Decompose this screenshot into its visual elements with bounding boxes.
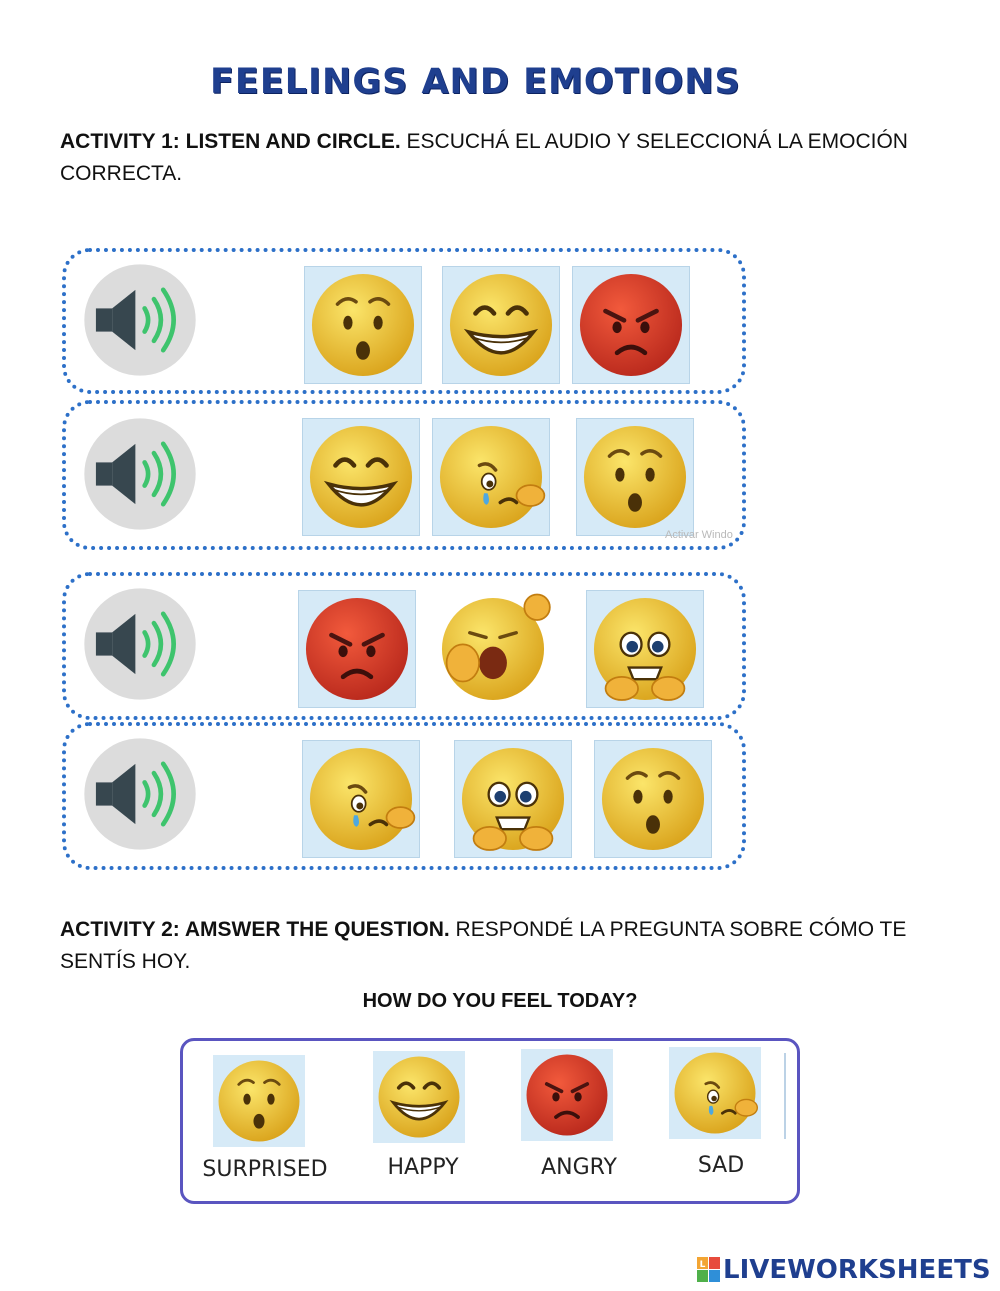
- activity1-text: ESCUCHÁ EL AUDIO Y SELECCIONÁ LA EMOCIÓN CORRECTA.: [60, 130, 908, 185]
- angry-face-icon: [573, 267, 689, 383]
- emoji-option-happy[interactable]: [302, 418, 420, 536]
- speaker-graphic: [82, 736, 198, 852]
- watermark-text: Activar Windo: [665, 529, 733, 541]
- sad-face-icon: [303, 741, 419, 857]
- emoji-option-tired[interactable]: [434, 590, 552, 708]
- emoji-option-scared[interactable]: [454, 740, 572, 858]
- worksheet-title: FEELINGS AND EMOTIONS: [210, 62, 741, 102]
- sad-face-icon: [669, 1047, 761, 1139]
- activity2-label: ACTIVITY 2: AMSWER THE QUESTION.: [60, 918, 450, 941]
- happy-face-icon: [373, 1051, 465, 1143]
- choice-label-angry[interactable]: ANGRY: [541, 1155, 617, 1180]
- speaker-icon[interactable]: [82, 416, 198, 532]
- listening-row-2: [62, 400, 746, 550]
- choice-divider: [784, 1053, 786, 1139]
- question-heading: HOW DO YOU FEEL TODAY?: [362, 990, 638, 1012]
- choice-image-sad[interactable]: [669, 1047, 761, 1139]
- sad-face-icon: [433, 419, 549, 535]
- activity2-instructions: [60, 914, 910, 978]
- emoji-option-angry[interactable]: [572, 266, 690, 384]
- activity1-label: ACTIVITY 1: LISTEN AND CIRCLE.: [60, 130, 401, 153]
- emoji-option-happy[interactable]: [442, 266, 560, 384]
- emoji-option-angry[interactable]: [298, 590, 416, 708]
- choice-label-surprised[interactable]: SURPRISED: [202, 1157, 328, 1182]
- listening-row-3: [62, 572, 746, 720]
- speaker-icon[interactable]: [82, 736, 198, 852]
- scared-face-icon: [587, 591, 703, 707]
- listening-row-4: [62, 722, 746, 870]
- happy-face-icon: [303, 419, 419, 535]
- choice-image-surprised[interactable]: [213, 1055, 305, 1147]
- emoji-option-sad[interactable]: [302, 740, 420, 858]
- surprised-face-icon: [595, 741, 711, 857]
- choice-image-happy[interactable]: [373, 1051, 465, 1143]
- logo-letter-1: L: [699, 1260, 706, 1270]
- surprised-face-icon: [213, 1055, 305, 1147]
- surprised-face-icon: [577, 419, 693, 535]
- listening-row-1: [62, 248, 746, 394]
- choice-label-happy[interactable]: HAPPY: [387, 1155, 459, 1180]
- liveworksheets-logo[interactable]: [697, 1253, 991, 1287]
- liveworksheets-logo-text: LIVEWORKSHEETS: [723, 1255, 991, 1285]
- speaker-icon[interactable]: [82, 586, 198, 702]
- tired-face-icon: [435, 591, 551, 707]
- speaker-graphic: [82, 262, 198, 378]
- speaker-graphic: [82, 586, 198, 702]
- choice-image-angry[interactable]: [521, 1049, 613, 1141]
- speaker-icon[interactable]: [82, 262, 198, 378]
- emoji-option-sad[interactable]: [432, 418, 550, 536]
- emoji-option-scared[interactable]: [586, 590, 704, 708]
- emoji-option-surprised[interactable]: [594, 740, 712, 858]
- scared-face-icon: [455, 741, 571, 857]
- choice-label-sad[interactable]: SAD: [697, 1153, 745, 1178]
- feelings-answer-box: [180, 1038, 800, 1204]
- liveworksheets-logo-icon: [697, 1257, 721, 1283]
- activity2-text: RESPONDÉ LA PREGUNTA SOBRE CÓMO TE SENTÍS HOY.: [60, 918, 907, 973]
- angry-face-icon: [521, 1049, 613, 1141]
- angry-face-icon: [299, 591, 415, 707]
- speaker-graphic: [82, 416, 198, 532]
- emoji-option-surprised[interactable]: [576, 418, 694, 536]
- emoji-option-surprised[interactable]: [304, 266, 422, 384]
- surprised-face-icon: [305, 267, 421, 383]
- happy-face-icon: [443, 267, 559, 383]
- activity1-instructions: [60, 126, 910, 190]
